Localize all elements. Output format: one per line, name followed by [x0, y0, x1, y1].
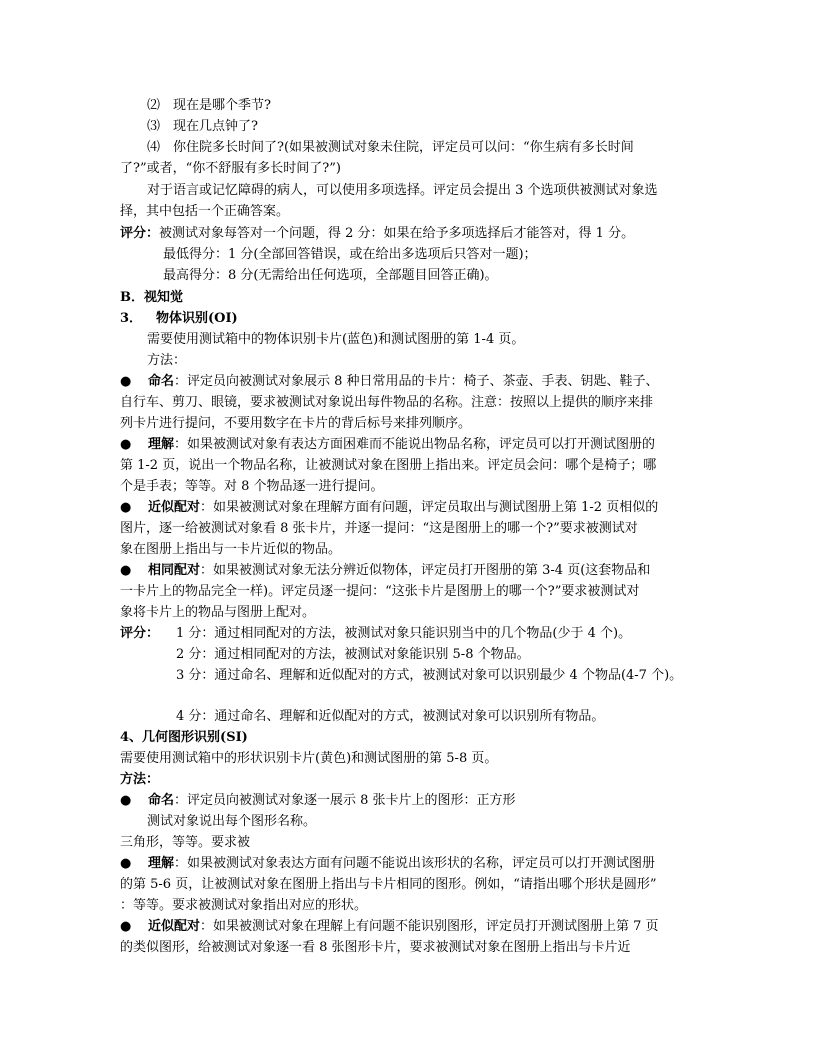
oi-comprehension-line3: 个是手表；等等。对 8 个物品逐一进行提问。: [120, 479, 384, 494]
oi-method-label: 方法：: [147, 353, 187, 368]
oi-near-match-line3: 象在图册上指出与一卡片近似的物品。: [120, 542, 342, 557]
section-4-heading: 4、几何图形识别(SI): [120, 730, 248, 745]
bullet: ●: [120, 793, 132, 808]
section-3-heading: [120, 310, 238, 328]
oi-requirement: 需要使用测试箱中的物体识别卡片(蓝色)和测试图册的第 1-4 页。: [147, 332, 525, 347]
si-method-label: 方法：: [120, 772, 160, 787]
min-score: 最低得分：1 分(全部回答错误，或在给出多选项后只答对一题)；: [163, 247, 537, 262]
oi-naming-line2: 自行车、剪刀、眼镜，要求被测试对象说出每件物品的名称。注意：按照以上提供的顺序来排: [120, 395, 654, 410]
si-naming-line2: 测试对象说出每个图形名称。: [147, 814, 317, 829]
multi-choice-line2: 择，其中包括一个正确答案。: [120, 204, 290, 219]
si-comprehension-line1: [120, 855, 655, 873]
section-3-number: 3．: [120, 311, 143, 326]
scoring-line: [120, 225, 634, 243]
si-requirement: 需要使用测试箱中的形状识别卡片(黄色)和测试图册的第 5-8 页。: [120, 751, 498, 766]
bullet: ●: [120, 437, 132, 452]
oi-comprehension-label: 理解: [148, 437, 175, 452]
oi-naming-line3: 列卡片进行提问，不要用数字在卡片的背后标号来排列顺序。: [120, 416, 472, 431]
oi-naming-line1: [120, 373, 659, 391]
section-b-heading: B．视知觉: [120, 290, 183, 305]
oi-near-match-line2: 图片，逐一给被测试对象看 8 张卡片，并逐一提问：“这是图册上的哪一个?”要求被测试对: [120, 521, 638, 536]
si-comprehension-line3: ：等等。要求被测试对象指出对应的形状。: [120, 898, 368, 913]
oi-score-1: 1 分：通过相同配对的方法，被测试对象只能识别当中的几个物品(少于 4 个)。: [176, 626, 632, 641]
question-4-line1: ⑷ 你住院多长时间了?(如果被测试对象未住院，评定员可以问：“你生病有多长时间: [147, 140, 634, 155]
scoring-label: 评分：: [120, 226, 160, 241]
si-near-match-line2: 的类似图形，给被测试对象逐一看 8 张图形卡片，要求被测试对象在图册上指出与卡片近: [120, 940, 631, 955]
bullet: ●: [120, 856, 132, 871]
oi-same-match-line2: 一卡片上的物品完全一样)。评定员逐一提问：“这张卡片是图册上的哪一个?”要求被测试对: [120, 584, 640, 599]
oi-score-4: 4 分：通过命名、理解和近似配对的方式，被测试对象可以识别所有物品。: [176, 709, 605, 724]
si-comprehension-label: 理解: [148, 856, 175, 871]
oi-naming-label: 命名: [148, 374, 175, 389]
oi-comprehension-line2: 第 1-2 页，说出一个物品名称，让被测试对象在图册上指出来。评定员会问：哪个是椅子；哪: [120, 458, 657, 473]
section-3-title: 物体识别(OI): [156, 311, 238, 326]
question-2: ⑵ 现在是哪个季节?: [147, 98, 271, 113]
oi-score-3: 3 分：通过命名、理解和近似配对的方式，被测试对象可以识别最少 4 个物品(4-7 个)。: [176, 668, 683, 683]
oi-same-match-label: 相同配对: [148, 563, 201, 578]
si-naming-line3: 三角形，等等。要求被: [120, 835, 251, 850]
bullet: ●: [120, 563, 132, 578]
question-3: ⑶ 现在几点钟了?: [147, 119, 258, 134]
oi-comprehension-text: ：如果被测试对象有表达方面困难而不能说出物品名称，评定员可以打开测试图册的: [174, 437, 656, 452]
oi-comprehension-line1: [120, 436, 655, 454]
si-near-match-text: ：如果被测试对象在理解上有问题不能识别图形，评定员打开测试图册上第 7 页: [200, 919, 659, 934]
bullet: ●: [120, 374, 132, 389]
oi-near-match-label: 近似配对: [148, 500, 201, 515]
oi-same-match-line1: [120, 562, 650, 580]
scoring-text: 被测试对象每答对一个问题，得 2 分：如果在给予多项选择后才能答对，得 1 分。: [159, 226, 635, 241]
bullet: ●: [120, 500, 132, 515]
oi-naming-text: ：评定员向被测试对象展示 8 种日常用品的卡片：椅子、茶壶、手表、钥匙、鞋子、: [174, 374, 659, 389]
multi-choice-line1: 对于语言或记忆障碍的病人，可以使用多项选择。评定员会提出 3 个选项供被测试对象选: [147, 183, 658, 198]
si-near-match-label: 近似配对: [148, 919, 201, 934]
si-near-match-line1: [120, 918, 659, 936]
question-4-line2: 了?”或者，“你不舒服有多长时间了?”): [120, 161, 341, 176]
bullet: ●: [120, 919, 132, 934]
oi-same-match-line3: 象将卡片上的物品与图册上配对。: [120, 605, 316, 620]
si-comprehension-line2: 的第 5-6 页，让被测试对象在图册上指出与卡片相同的图形。例如，“请指出哪个形状是圆形”: [120, 877, 657, 892]
oi-near-match-text: ：如果被测试对象在理解方面有问题，评定员取出与测试图册上第 1-2 页相似的: [200, 500, 659, 515]
oi-same-match-text: ：如果被测试对象无法分辨近似物体，评定员打开图册的第 3-4 页(这套物品和: [200, 563, 651, 578]
oi-score-line1: [120, 625, 631, 643]
oi-near-match-line1: [120, 499, 658, 517]
si-naming-text: ：评定员向被测试对象逐一展示 8 张卡片上的图形：正方形: [174, 793, 516, 808]
max-score: 最高得分：8 分(无需给出任何选项，全部题目回答正确)。: [163, 268, 498, 283]
oi-score-label: 评分：: [120, 626, 160, 641]
si-naming-label: 命名: [148, 793, 175, 808]
si-naming-line1: [120, 792, 516, 810]
si-comprehension-text: ：如果被测试对象表达方面有问题不能说出该形状的名称，评定员可以打开测试图册: [174, 856, 656, 871]
oi-score-2: 2 分：通过相同配对的方法，被测试对象能识别 5-8 个物品。: [176, 647, 530, 662]
